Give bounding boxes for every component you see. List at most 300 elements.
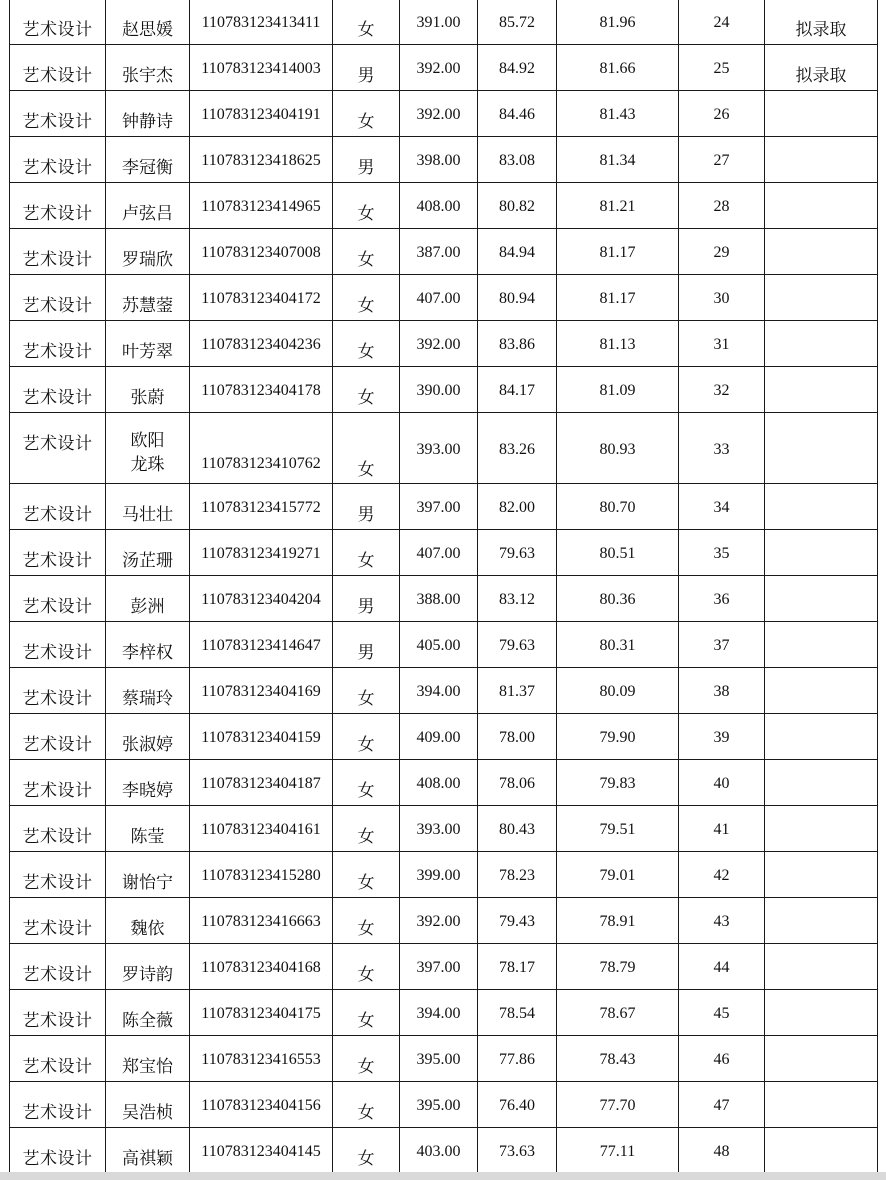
cell-note-text	[765, 367, 877, 383]
cell-name-text: 蔡瑞玲	[122, 689, 173, 709]
cell-major-text: 艺术设计	[22, 296, 93, 316]
cell-name	[106, 137, 190, 183]
cell-exam-id-text: 110783123404204	[201, 591, 321, 608]
cell-gender	[333, 576, 400, 622]
cell-gender	[333, 898, 400, 944]
cell-interview-score	[478, 806, 557, 852]
cell-name-text: 彭洲	[130, 597, 165, 617]
cell-exam-score-text: 394.00	[416, 1005, 461, 1022]
cell-total-score	[557, 275, 679, 321]
cell-rank	[679, 484, 765, 530]
cell-gender	[333, 806, 400, 852]
cell-major-text: 艺术设计	[22, 551, 93, 571]
cell-name-text: 罗瑞欣	[122, 250, 173, 270]
cell-name-text: 李冠衡	[122, 158, 173, 178]
cell-name-text: 李梓权	[122, 643, 173, 663]
cell-exam-score	[400, 321, 478, 367]
cell-interview-score	[478, 1128, 557, 1174]
cell-exam-id-text: 110783123416663	[201, 913, 321, 930]
cell-total-score	[557, 898, 679, 944]
table-row	[10, 668, 878, 714]
cell-note-text	[765, 484, 877, 500]
cell-gender	[333, 367, 400, 413]
cell-exam-id	[190, 183, 333, 229]
cell-rank	[679, 990, 765, 1036]
cell-name-text: 汤芷珊	[122, 551, 173, 571]
table-row	[10, 275, 878, 321]
cell-name-text: 卢弦吕	[122, 204, 173, 224]
table-row	[10, 990, 878, 1036]
cell-name-text: 罗诗韵	[122, 965, 173, 985]
cell-exam-score	[400, 760, 478, 806]
cell-total-score-text: 80.36	[599, 591, 636, 608]
cell-note	[765, 183, 878, 229]
cell-note	[765, 45, 878, 91]
cell-exam-score	[400, 990, 478, 1036]
table-row	[10, 576, 878, 622]
cell-major	[10, 183, 106, 229]
cell-total-score-text: 81.96	[599, 14, 636, 31]
cell-major	[10, 229, 106, 275]
cell-exam-score-text: 399.00	[416, 867, 461, 884]
cell-interview-score	[478, 668, 557, 714]
cell-interview-score	[478, 229, 557, 275]
table-row	[10, 321, 878, 367]
cell-note-text	[765, 275, 877, 291]
cell-exam-score-text: 408.00	[416, 775, 461, 792]
table-row	[10, 1082, 878, 1128]
cell-major	[10, 45, 106, 91]
cell-exam-score-text: 395.00	[416, 1051, 461, 1068]
cell-gender	[333, 714, 400, 760]
cell-exam-id	[190, 91, 333, 137]
cell-rank-text: 37	[713, 637, 730, 654]
cell-interview-score	[478, 413, 557, 484]
cell-exam-score-text: 397.00	[416, 959, 461, 976]
cell-rank	[679, 91, 765, 137]
cell-major	[10, 576, 106, 622]
cell-gender-text: 女	[357, 827, 375, 847]
cell-total-score-text: 81.66	[599, 60, 636, 77]
cell-gender	[333, 183, 400, 229]
cell-gender	[333, 0, 400, 45]
cell-interview-score-text: 83.86	[499, 336, 535, 353]
cell-gender	[333, 668, 400, 714]
cell-name	[106, 1082, 190, 1128]
cell-major	[10, 898, 106, 944]
table-row	[10, 137, 878, 183]
cell-interview-score	[478, 45, 557, 91]
cell-rank	[679, 0, 765, 45]
cell-major	[10, 413, 106, 484]
cell-name	[106, 367, 190, 413]
cell-rank-text: 43	[713, 913, 730, 930]
cell-major-text: 艺术设计	[22, 965, 93, 985]
cell-rank-text: 40	[713, 775, 730, 792]
cell-rank-text: 47	[713, 1097, 730, 1114]
cell-gender	[333, 990, 400, 1036]
cell-interview-score	[478, 990, 557, 1036]
cell-gender-text: 女	[357, 460, 375, 480]
cell-rank-text: 41	[713, 821, 730, 838]
cell-note-text	[765, 1036, 877, 1052]
cell-rank	[679, 1036, 765, 1082]
cell-total-score	[557, 91, 679, 137]
cell-major-text: 艺术设计	[22, 112, 93, 132]
cell-total-score-text: 81.34	[599, 152, 636, 169]
cell-gender	[333, 1036, 400, 1082]
cell-rank-text: 27	[713, 152, 730, 169]
cell-exam-score	[400, 367, 478, 413]
cell-interview-score-text: 84.92	[499, 60, 535, 77]
cell-total-score	[557, 321, 679, 367]
cell-major-text: 艺术设计	[22, 1149, 93, 1169]
cell-total-score	[557, 806, 679, 852]
cell-rank	[679, 229, 765, 275]
cell-note-text	[765, 530, 877, 546]
cell-exam-score	[400, 668, 478, 714]
cell-interview-score	[478, 576, 557, 622]
cell-exam-score-text: 393.00	[416, 821, 461, 838]
cell-total-score-text: 81.09	[599, 382, 636, 399]
cell-interview-score-text: 80.82	[499, 198, 535, 215]
cell-rank-text: 33	[713, 441, 730, 458]
cell-total-score-text: 78.67	[599, 1005, 636, 1022]
cell-note-text	[765, 183, 877, 199]
cell-exam-id-text: 110783123404236	[201, 336, 321, 353]
cell-interview-score-text: 84.46	[499, 106, 535, 123]
cell-total-score-text: 81.17	[599, 244, 636, 261]
cell-exam-id	[190, 990, 333, 1036]
cell-exam-score-text: 395.00	[416, 1097, 461, 1114]
cell-exam-score	[400, 413, 478, 484]
cell-total-score	[557, 530, 679, 576]
cell-gender	[333, 91, 400, 137]
cell-exam-id	[190, 1082, 333, 1128]
cell-gender-text: 女	[357, 781, 375, 801]
cell-name-text: 谢怡宁	[122, 873, 173, 893]
cell-rank-text: 44	[713, 959, 730, 976]
cell-gender	[333, 413, 400, 484]
cell-major-text: 艺术设计	[22, 20, 93, 40]
cell-interview-score-text: 78.17	[499, 959, 535, 976]
cell-exam-id	[190, 0, 333, 45]
cell-major	[10, 137, 106, 183]
cell-gender	[333, 484, 400, 530]
cell-rank-text: 31	[713, 336, 730, 353]
table-row	[10, 898, 878, 944]
cell-major	[10, 622, 106, 668]
cell-exam-score	[400, 484, 478, 530]
cell-name-text: 吴浩桢	[122, 1103, 173, 1123]
cell-exam-id	[190, 367, 333, 413]
cell-name	[106, 622, 190, 668]
cell-interview-score	[478, 275, 557, 321]
cell-interview-score	[478, 714, 557, 760]
cell-note-text	[765, 137, 877, 153]
table-row	[10, 1036, 878, 1082]
cell-name	[106, 321, 190, 367]
cell-total-score	[557, 229, 679, 275]
cell-exam-score	[400, 622, 478, 668]
cell-exam-id	[190, 45, 333, 91]
cell-rank	[679, 760, 765, 806]
cell-note-text	[765, 576, 877, 592]
table-row	[10, 484, 878, 530]
cell-gender-text: 女	[357, 204, 375, 224]
cell-exam-id	[190, 321, 333, 367]
cell-interview-score	[478, 137, 557, 183]
admission-list-table	[9, 0, 878, 1174]
cell-major	[10, 1128, 106, 1174]
cell-gender-text: 女	[357, 919, 375, 939]
cell-interview-score	[478, 367, 557, 413]
cell-exam-id-text: 110783123415280	[201, 867, 321, 884]
cell-exam-id-text: 110783123404178	[201, 382, 321, 399]
cell-major	[10, 91, 106, 137]
cell-gender-text: 女	[357, 1149, 375, 1169]
cell-major	[10, 275, 106, 321]
cell-total-score-text: 81.13	[599, 336, 636, 353]
cell-rank-text: 46	[713, 1051, 730, 1068]
cell-gender-text: 女	[357, 296, 375, 316]
cell-rank-text: 38	[713, 683, 730, 700]
cell-exam-id-text: 110783123419271	[201, 545, 321, 562]
cell-gender	[333, 944, 400, 990]
cell-note-text	[765, 990, 877, 1006]
cell-name	[106, 852, 190, 898]
cell-total-score	[557, 1036, 679, 1082]
cell-note	[765, 852, 878, 898]
cell-interview-score	[478, 0, 557, 45]
cell-note	[765, 367, 878, 413]
cell-note-text	[765, 898, 877, 914]
cell-interview-score-text: 83.12	[499, 591, 535, 608]
cell-interview-score-text: 77.86	[499, 1051, 535, 1068]
cell-exam-id-text: 110783123414965	[201, 198, 321, 215]
cell-rank	[679, 1082, 765, 1128]
cell-interview-score	[478, 1082, 557, 1128]
table-row	[10, 714, 878, 760]
cell-exam-id-text: 110783123414003	[201, 60, 321, 77]
cell-gender-text: 女	[357, 388, 375, 408]
cell-note	[765, 990, 878, 1036]
cell-exam-id	[190, 275, 333, 321]
cell-major-text: 艺术设计	[22, 597, 93, 617]
cell-total-score-text: 78.43	[599, 1051, 636, 1068]
cell-major	[10, 714, 106, 760]
cell-exam-id	[190, 530, 333, 576]
cell-total-score-text: 81.43	[599, 106, 636, 123]
cell-exam-score-text: 397.00	[416, 499, 461, 516]
cell-gender	[333, 530, 400, 576]
cell-major-text: 艺术设计	[22, 66, 93, 86]
cell-exam-id	[190, 484, 333, 530]
cell-exam-score-text: 392.00	[416, 106, 461, 123]
cell-note	[765, 413, 878, 484]
cell-rank	[679, 622, 765, 668]
cell-rank	[679, 137, 765, 183]
cell-exam-id-text: 110783123404172	[201, 290, 321, 307]
cell-total-score	[557, 668, 679, 714]
cell-rank	[679, 1128, 765, 1174]
cell-note	[765, 91, 878, 137]
cell-major	[10, 852, 106, 898]
cell-gender	[333, 229, 400, 275]
cell-note-text	[765, 622, 877, 638]
cell-interview-score-text: 84.94	[499, 244, 535, 261]
cell-interview-score-text: 82.00	[499, 499, 535, 516]
cell-name-text: 郑宝怡	[122, 1057, 173, 1077]
cell-exam-id	[190, 622, 333, 668]
cell-name	[106, 714, 190, 760]
cell-interview-score-text: 79.63	[499, 545, 535, 562]
cell-name-text: 魏依	[130, 919, 165, 939]
cell-gender-text: 女	[357, 1103, 375, 1123]
cell-major-text: 艺术设计	[22, 505, 93, 525]
cell-note	[765, 530, 878, 576]
cell-exam-id-text: 110783123404191	[201, 106, 321, 123]
cell-total-score-text: 79.01	[599, 867, 636, 884]
cell-exam-score	[400, 183, 478, 229]
cell-gender-text: 女	[357, 112, 375, 132]
cell-note	[765, 1082, 878, 1128]
cell-exam-id	[190, 576, 333, 622]
cell-gender-text: 女	[357, 551, 375, 571]
cell-note	[765, 229, 878, 275]
cell-exam-id-text: 110783123414647	[201, 637, 321, 654]
cell-exam-id	[190, 714, 333, 760]
cell-note	[765, 714, 878, 760]
cell-exam-id-text: 110783123410762	[201, 455, 321, 472]
cell-total-score	[557, 990, 679, 1036]
cell-exam-score	[400, 806, 478, 852]
cell-rank	[679, 852, 765, 898]
cell-note	[765, 1128, 878, 1174]
cell-interview-score-text: 83.08	[499, 152, 535, 169]
cell-major-text: 艺术设计	[22, 250, 93, 270]
cell-note	[765, 668, 878, 714]
cell-exam-score	[400, 1082, 478, 1128]
cell-name-text: 欧阳龙珠	[130, 431, 165, 475]
cell-gender	[333, 1082, 400, 1128]
page-bottom-edge	[0, 1172, 886, 1180]
cell-rank	[679, 275, 765, 321]
table-row	[10, 91, 878, 137]
cell-name-text: 叶芳翠	[122, 342, 173, 362]
cell-interview-score-text: 78.06	[499, 775, 535, 792]
cell-interview-score	[478, 183, 557, 229]
cell-gender	[333, 760, 400, 806]
cell-note-text	[765, 321, 877, 337]
cell-interview-score-text: 79.43	[499, 913, 535, 930]
cell-rank	[679, 576, 765, 622]
cell-exam-score	[400, 944, 478, 990]
cell-gender-text: 男	[357, 66, 375, 86]
cell-exam-id	[190, 137, 333, 183]
cell-exam-score	[400, 852, 478, 898]
cell-exam-score-text: 394.00	[416, 683, 461, 700]
cell-major	[10, 367, 106, 413]
cell-exam-score-text: 392.00	[416, 336, 461, 353]
cell-note	[765, 576, 878, 622]
cell-rank	[679, 45, 765, 91]
table-row	[10, 852, 878, 898]
table-row	[10, 367, 878, 413]
cell-name-text: 张宇杰	[122, 66, 173, 86]
cell-exam-score	[400, 0, 478, 45]
cell-total-score	[557, 576, 679, 622]
cell-interview-score-text: 85.72	[499, 14, 535, 31]
cell-name-text: 张淑婷	[122, 735, 173, 755]
cell-interview-score-text: 80.94	[499, 290, 535, 307]
cell-exam-id-text: 110783123404159	[201, 729, 321, 746]
cell-exam-id-text: 110783123404156	[201, 1097, 321, 1114]
cell-note-text: 拟录取	[795, 20, 847, 40]
table-row	[10, 183, 878, 229]
cell-exam-id	[190, 898, 333, 944]
cell-exam-id-text: 110783123404169	[201, 683, 321, 700]
cell-rank	[679, 367, 765, 413]
cell-exam-id	[190, 1128, 333, 1174]
cell-interview-score	[478, 1036, 557, 1082]
cell-interview-score	[478, 321, 557, 367]
cell-rank	[679, 530, 765, 576]
cell-interview-score-text: 78.23	[499, 867, 535, 884]
cell-gender	[333, 275, 400, 321]
cell-interview-score	[478, 530, 557, 576]
cell-name-text: 李晓婷	[122, 781, 173, 801]
cell-gender-text: 女	[357, 342, 375, 362]
cell-note-text: 拟录取	[795, 66, 847, 86]
cell-rank	[679, 944, 765, 990]
cell-interview-score-text: 79.63	[499, 637, 535, 654]
cell-name	[106, 229, 190, 275]
cell-rank	[679, 183, 765, 229]
cell-note	[765, 1036, 878, 1082]
cell-note	[765, 760, 878, 806]
cell-interview-score-text: 73.63	[499, 1143, 535, 1160]
cell-major	[10, 484, 106, 530]
cell-interview-score-text: 78.00	[499, 729, 535, 746]
cell-name-text: 高祺颖	[122, 1149, 173, 1169]
cell-exam-score	[400, 530, 478, 576]
cell-exam-id	[190, 806, 333, 852]
cell-interview-score-text: 76.40	[499, 1097, 535, 1114]
cell-exam-score-text: 388.00	[416, 591, 461, 608]
cell-major	[10, 1082, 106, 1128]
cell-major	[10, 944, 106, 990]
cell-note	[765, 622, 878, 668]
cell-major-text: 艺术设计	[22, 735, 93, 755]
cell-gender	[333, 137, 400, 183]
cell-major-text: 艺术设计	[22, 873, 93, 893]
cell-name-text: 赵思媛	[122, 20, 173, 40]
cell-total-score-text: 80.70	[599, 499, 636, 516]
cell-name	[106, 760, 190, 806]
cell-name-text: 陈莹	[130, 827, 165, 847]
cell-exam-score-text: 403.00	[416, 1143, 461, 1160]
cell-exam-score-text: 390.00	[416, 382, 461, 399]
table-row	[10, 45, 878, 91]
cell-exam-score-text: 392.00	[416, 913, 461, 930]
cell-name-text: 张蔚	[130, 388, 165, 408]
cell-total-score-text: 81.21	[599, 198, 636, 215]
cell-rank	[679, 806, 765, 852]
cell-note-text	[765, 1082, 877, 1098]
cell-total-score-text: 79.83	[599, 775, 636, 792]
cell-gender-text: 男	[357, 643, 375, 663]
